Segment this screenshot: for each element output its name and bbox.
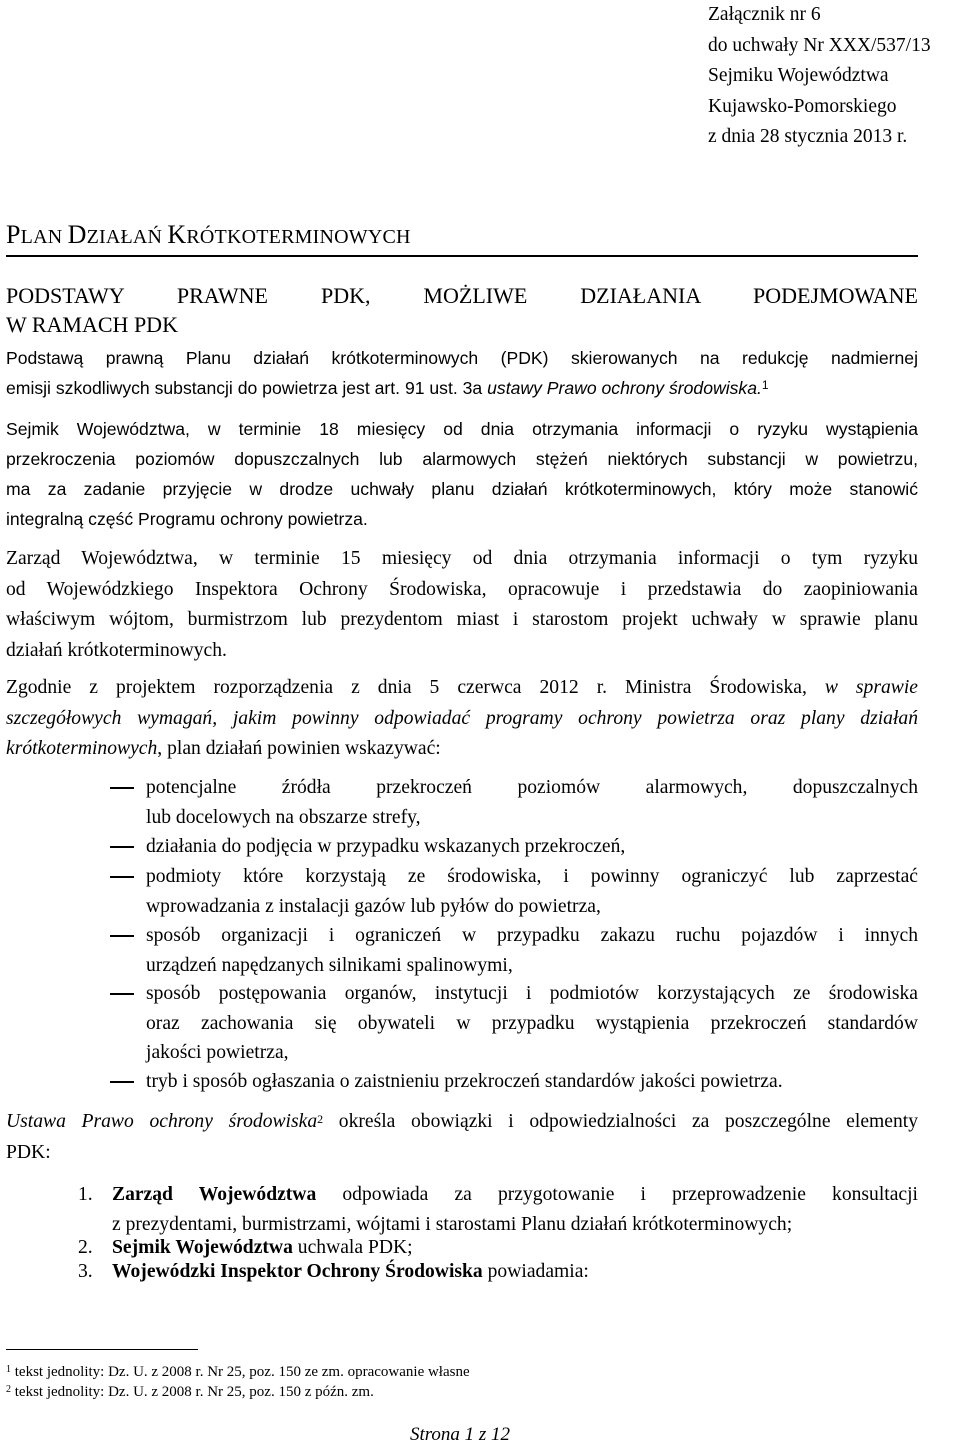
footnote-separator bbox=[6, 1349, 198, 1350]
dash-bullet bbox=[110, 993, 134, 995]
annex-line: Załącznik nr 6 bbox=[708, 4, 821, 25]
paragraph-legal-basis: Podstawą prawną Planu działań krótkoterminowych (PDK) skierowanych na redukcję nadmiernej emisji szkodliwych substancji do powietrza jest art. 91 ust. 3a ustawy Prawo ochrony środowiska.$^1$ bbox=[6, 348, 918, 398]
dash-bullet bbox=[110, 935, 134, 937]
dash-bullet bbox=[110, 846, 134, 848]
footnote: $^1$ tekst jednolity: Dz. U. z 2008 r. Nr 25, poz. 150 ze zm. opracowanie własne bbox=[6, 1364, 470, 1380]
list-item: sposób organizacji i ograniczeń w przypadku zakazu ruchu pojazdów i innych urządzeń napędzanych silnikami spalinowymi, bbox=[110, 921, 918, 980]
footnote-ref: 1 bbox=[761, 378, 769, 392]
list-item: podmioty które korzystają ze środowiska, i powinny ograniczyć lub zaprzestać wprowadzania z instalacji gazów lub pyłów do powietrza, bbox=[110, 862, 918, 921]
dash-bullet bbox=[110, 787, 134, 789]
list-item: potencjalne źródła przekroczeń poziomów alarmowych, dopuszczalnych lub docelowych na obszarze strefy, bbox=[110, 773, 918, 832]
numbered-item: 1. Zarząd Województwa odpowiada za przygotowanie i przeprowadzenie konsultacji z prezydentami, burmistrzami, wójtami i starostami Planu działań krótkoterminowych; bbox=[78, 1184, 918, 1235]
annex-line: Kujawsko-Pomorskiego bbox=[708, 95, 897, 117]
document-title: PLAN DZIAŁAŃ KRÓTKOTERMINOWYCH bbox=[6, 220, 411, 249]
dash-bullet bbox=[110, 1081, 134, 1083]
list-item: sposób postępowania organów, instytucji i podmiotów korzystających ze środowiska oraz zachowania się obywateli w przypadku wystąpienia przekroczeń standardów jakości powietrza, bbox=[110, 979, 918, 1068]
dash-bullet bbox=[110, 876, 134, 878]
page-number: Strona 1 z 12 bbox=[409, 1424, 511, 1445]
annex-line: z dnia 28 stycznia 2013 r. bbox=[708, 126, 908, 147]
numbered-item: 2. Sejmik Województwa uchwala PDK; bbox=[78, 1237, 413, 1258]
annex-line: Sejmiku Województwa bbox=[708, 65, 889, 86]
list-item: tryb i sposób ogłaszania o zaistnieniu przekroczeń standardów jakości powietrza. bbox=[110, 1067, 918, 1097]
paragraph-regulation: Zgodnie z projektem rozporządzenia z dnia 5 czerwca 2012 r. Ministra Środowiska, w sprawie szczegółowych wymagań, jakim powinny odpowiadać programy ochrony powietrza oraz plany działań krótkoterminowych, plan działań powinien wskazywać: bbox=[6, 677, 918, 759]
title-underline bbox=[6, 255, 918, 257]
section-heading-line: W RAMACH PDK bbox=[6, 312, 178, 337]
paragraph-sejmik: Sejmik Województwa, w terminie 18 miesięcy od dnia otrzymania informacji o ryzyku wystąpienia przekroczenia poziomów dopuszczalnych lub alarmowych stężeń niektórych substancji w powietrzu, ma za zadanie przyjęcie w drodze uchwały planu działań krótkoterminowych, który może stanowić integralną część Programu ochrony powietrza. bbox=[6, 419, 918, 529]
annex-header bbox=[708, 0, 931, 153]
footnote: $^2$ tekst jednolity: Dz. U. z 2008 r. Nr 25, poz. 150 z późn. zm. bbox=[6, 1384, 374, 1400]
annex-line: do uchwały Nr XXX/537/13 bbox=[708, 34, 931, 56]
section-heading-line: PODSTAWY PRAWNE PDK, MOŻLIWE DZIAŁANIA PODEJMOWANE bbox=[6, 283, 918, 308]
numbered-item: 3. Wojewódzki Inspektor Ochrony Środowiska powiadamia: bbox=[78, 1261, 589, 1282]
paragraph-obligations: Ustawa Prawo ochrony środowiska$^2$ określa obowiązki i odpowiedzialności za poszczególne elementy PDK: bbox=[6, 1111, 918, 1163]
paragraph-zarzad: Zarząd Województwa, w terminie 15 miesięcy od dnia otrzymania informacji o tym ryzyku od Wojewódzkiego Inspektora Ochrony Środowiska, opracowuje i przedstawia do zaopiniowania właściwym wójtom, burmistrzom lub prezydentom miast i starostom projekt uchwały w sprawie planu działań krótkoterminowych. bbox=[6, 548, 918, 661]
footnote-ref: 2 bbox=[317, 1112, 324, 1126]
list-item: działania do podjęcia w przypadku wskazanych przekroczeń, bbox=[110, 832, 918, 862]
section-heading bbox=[6, 281, 918, 339]
